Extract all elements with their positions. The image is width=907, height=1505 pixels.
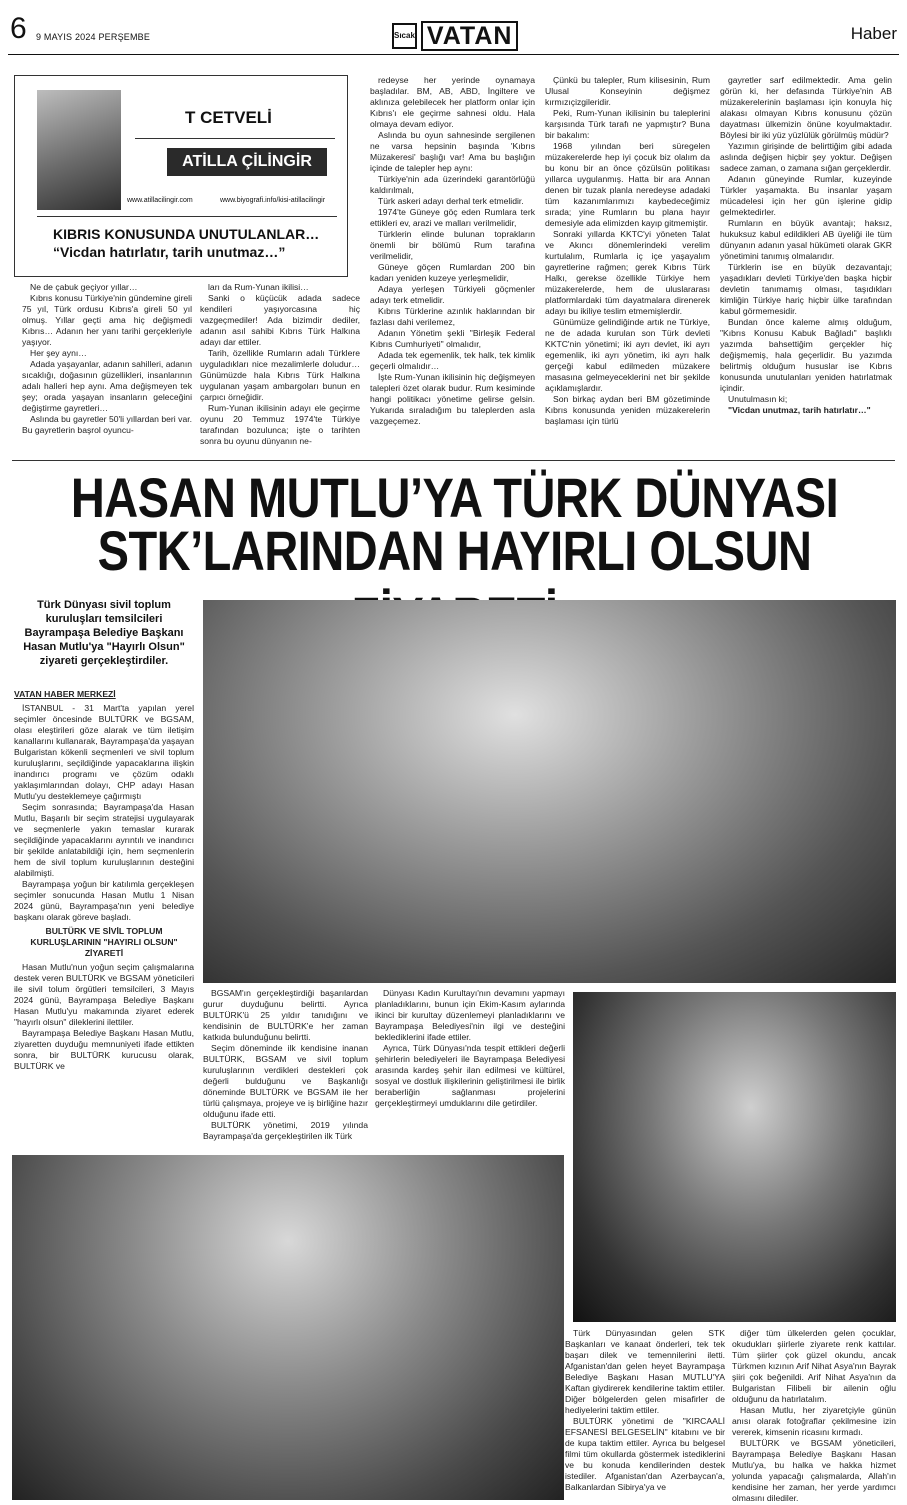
article-byline: VATAN HABER MERKEZİ (14, 689, 116, 699)
article-headline-line-1: HASAN MUTLU’YA TÜRK DÜNYASI (70, 466, 839, 529)
column-text-col-5: gayretler sarf edilmektedir. Ama gelin görün ki, her defasında Türkiye'nin AB müzakerelerinin başlaması için konuyla hiç alakası olmayan Kıbrıs konusunu çözün dayatması ülkemizin önüne koyulmaktadır. Böylesi bir iki yüz yüzlülük görülmüş müdür? Yazımın girişinde de belirttiğim gibi adada aslında değişen hiçbir şey yoktur. Değişen sadece zaman, o zamana sığan gerçeklerdir. Adanın güneyinde Rumlar, kuzeyinde Türkler yaşamakta. Bu insanlar yaşam mücadelesi için her gün işlerine gidip gelmektedirler. Rumların en büyük avantajı; haksız, hukuksuz kabul edildikleri AB üyeliği ile tüm dünyanın adanın yasal hükümeti olarak GKR yönetimini tanımış olmalarıdır. Türklerin ise en büyük dezavantajı; yaşadıkları devleti Türkiye'den başka hiçbir devletin tanımamış olması, taşıdıkları kimliğin Türkiye hariç hiçbir ülke tarafından kabul görmemesidir. Bundan önce kaleme almış olduğum, "Kıbrıs Konusu Kabuk Bağladı" başlıklı yazımda bahsettiğim gerçekler hiç değişmemiş, hala geçerlidir. Bu yazımda belirtmiş olduğum hususlar ise Kıbrıs konusunda unutulanları yeniden hatırlatmak içindir. Unutulmasın ki; "Vicdan unutmaz, tarih hatırlatır…" (720, 75, 892, 415)
article-lede: Türk Dünyası sivil toplum kuruluşları temsilcileri Bayrampaşa Belediye Başkanı Hasan Mutlu'ya "Hayırlı Olsun" ziyareti gerçekleştirdiler. (23, 599, 185, 667)
column-text-col-4: Çünkü bu talepler, Rum kilisesinin, Rum Ulusal Konseyinin değişmez kırmızıçizgileridir. Peki, Rum-Yunan ikilisinin bu taleplerini karşısında Türk tarafı ne yapmıştır? Buna bir bakalım: 1968 yılından beri süregelen müzakerelerde hep iyi çocuk biz olalım da bu konu bir an önce çözülsün politikası yıllarca uygulanmış. Hatta bir ara Annan denen bir tuzak planla neredeyse adadaki tüm kazanımlarımızı kaybedeceğimiz sırada; yine Rumların bu plana hayır demesiyle ada elimizden kayıp gitmemiştir. Sonraki yıllarda KKTC'yi yöneten Talat ve Akıncı dönemlerindeki verelim kurtulalım, Rumlarla iç içe yaşayalım gayretlerine rağmen; gerek Kıbrıs Türk Halkı, gerekse özellikle Türkiye hem müzakerelerde, hem de uluslararası platformlardaki tüm dayatmalara direnerek adayı bu ikiliye teslim etmemişlerdir. Günümüze gelindiğinde artık ne Türkiye, ne de adada kurulan son Türk devleti KKTC'nin yönetimi; iki ayrı devlet, iki ayrı egemenlik, iki ayrı yönetim, iki ayrı halk gerçeği kabul edilmeden müzakere masasına gelmeyeceklerini net bir şekilde açıklamışlardır. Son birkaç aydan beri BM gözetiminde Kıbrıs konusunda yeniden müzakerelerin başlaması için türlü (545, 75, 710, 426)
author-photo (37, 90, 121, 210)
article-left-column: VATAN HABER MERKEZİ İSTANBUL - 31 Mart'ta yapılan yerel seçimler öncesinde BULTÜRK ve BGSAM, olası eleştirileri göze alarak ve tüm iletişim kanallarını kullanarak, Bayrampaşa'da yaşayan Bulgaristan kökenli seçmenleri ve sivil toplum kuruluşlarını, seçildiğinde yapacaklarına ilişkin inandırıcı programı ve çözüm odaklı yaklaşımlarından dolayı, CHP adayı Hasan Mutlu'yu desteklemeye çağırmıştı Seçim sonrasında; Bayrampaşa'da Hasan Mutlu, Başarılı bir seçim stratejisi uygulayarak ve seçmenlerle yakın temaslar kurarak seçildiğinde yapacaklarını ayrıntılı ve inandırıcı bir şekilde anlatabildiği için, hem seçmenlerin hem de sivil toplum kuruluşlarının desteğini alabilmişti. Bayrampaşa yoğun bir katılımla gerçekleşen seçimler sonucunda Hasan Mutlu 1 Nisan 2024 günü, Bayrampaşa'nın yeni belediye başkanı olarak göreve başladı. BULTÜRK VE SİVİL TOPLUM KURLUŞLARININ "HAYIRLI OLSUN" ZİYARETİ Hasan Mutlu'nun yoğun seçim çalışmalarına destek veren BULTÜRK ve BGSAM yöneticileri ile sivil tolum örgütleri temsilcileri, 3 Mayıs 2024 günü, Bayrampaşa Belediye Başkanı Hasan Mutlu'yu makamında ziyaret ederek "hayırlı olsun" dileklerini ilettiler. Bayrampaşa Belediye Başkanı Hasan Mutlu, ziyaretten duyduğu memnuniyeti ifade ettikten sonra, bir BULTÜRK kurucusu olarak, BULTÜRK ve (14, 689, 194, 1071)
group-photo-children (12, 1155, 564, 1500)
author-website-1[interactable]: www.atillacilingir.com (127, 197, 193, 204)
page-number: 6 (10, 12, 27, 45)
article-middle-column: BGSAM'ın gerçekleştirdiği başarılardan gurur duyduğunu belirtti. Ayrıca BULTÜRK'ü 25 yıldır tanıdığını ve kendisinin de BULTÜRK'e her zaman katkıda bulunduğunu belirtti. Seçim döneminde ilk kendisine inanan BULTÜRK, BGSAM ve sivil toplum kuruluşlarının verdikleri destekleri çok değerli bulduğunu ve Başkanlığı döneminde BULTÜRK ve BGSAM ile her türlü çalışmaya, projeye ve iş birliğine hazır olduğunu ifade etti. BULTÜRK yönetimi, 2019 yılında Bayrampaşa'da gerçekleştirilen ilk Türk (203, 988, 368, 1141)
column-text-col-3: redeyse her yerinde oynamaya başladılar. BM, AB, ABD, İngiltere ve aklınıza gelebilecek her platform onlar için Kıbrıs'ı ele geçirme sahnesi oldu. Hala olmaya devam ediyor. Aslında bu oyun sahnesinde sergilenen ne varsa hepsinin başında 'Kıbrıs Müzakeresi' başlığı var! Ama bu başlığın içinde de talepler hep aynı: Türkiye'nin ada üzerindeki garantörlüğü kaldırılmalı, Türk askeri adayı derhal terk etmelidir. 1974'te Güneye göç eden Rumlara terk ettikleri ev, arazi ve malları verilmelidir, Türklerin elinde bulunan toprakların önemli bir bölümü Rum tarafına verilmelidir, Güneye göçen Rumlardan 200 bin kadarı yeniden kuzeye yerleşmelidir, Adaya yerleşen Türkiyeli göçmenler adayı terk etmelidir. Kıbrıs Türklerine azınlık haklarından bir fazlası dahi verilemez, Adanın Yönetim şekli "Birleşik Federal Kıbrıs Cumhuriyeti" olmalıdır, Adada tek egemenlik, tek halk, tek kimlik geçerli olmalıdır… İşte Rum-Yunan ikilisinin hiç değişmeyen talepleri özet olarak budur. Rum kesiminde hangi politikacı yönetime gelirse gelsin. Yukarıda sıraladığım bu taleplerden asla vazgeçemez. (370, 75, 535, 426)
newspaper-logo (392, 22, 517, 50)
column-text-col-2: ları da Rum-Yunan ikilisi… Sanki o küçücük adada sadece kendileri yaşıyorcasına hiç vazgeçmediler! Ada bizimdir dediler, adanın asıl sahibi Kıbrıs Türk Halkına adayı dar ettiler. Tarih, özellikle Rumların adalı Türklere uyguladıkları nice mezalimlerle doludur… Günümüzde hala Kıbrıs Türk Halkına uygulanan yaşam ambargoları bunun en çarpıcı örneğidir. Rum-Yunan ikilisinin adayı ele geçirme oyunu 20 Temmuz 1974'te Türkiye tarafından bozulunca; işte o tarihten sonra bu oyunu dünyanın ne- (200, 282, 360, 446)
column-author: ATİLLA ÇİLİNGİR (167, 148, 327, 176)
masthead-rule (8, 54, 899, 55)
column-title: KIBRIS KONUSUNDA UNUTULANLAR… (53, 226, 320, 242)
article-right-column: Dünyası Kadın Kurultayı'nın devamını yapmayı planladıklarını, bunun için Ekim-Kasım aylarında ikinci bir kurultay düzenlemeyi planladıklarını ve Bayrampaşa Belediyesi'nin ilgi ve desteğini beklediklerini ifade ettiler. Ayrıca, Türk Dünyası'nda tespit ettikleri değerli şehirlerin belediyeleri ile Bayrampaşa Belediyesi arasında kardeş şehir ilan edilmesi ve kültürel, sosyal ve dostluk ilişkilerinin geliştirilmesi ile birlik beraberliğin sağlanması projelerini gerçekleştirmeyi umduklarını dile getirdiler. (375, 988, 565, 1108)
logo-wordmark: VATAN (421, 21, 519, 51)
award-photo (573, 992, 896, 1322)
column-subtitle: “Vicdan hatırlatır, tarih unutmaz…” (53, 244, 286, 260)
section-label: Haber (850, 24, 897, 43)
article-subhead: BULTÜRK VE SİVİL TOPLUM KURLUŞLARININ "HAYIRLI OLSUN" ZİYARETİ (30, 926, 178, 958)
column-text-col-1: Ne de çabuk geçiyor yıllar… Kıbrıs konusu Türkiye'nin gündemine gireli 75 yıl, Türk ordusu Kıbrıs'a gireli 50 yıl olmuş. Yıllar geçti ama hiç değişmedi Kıbrıs… Adanın her yanı tarihi gerçekleriyle yaşıyor. Her şey aynı… Adada yaşayanlar, adanın sahilleri, adanın sıcaklığı, doğasının güzellikleri, insanlarının adalı halleri hep aynı. Ama değişmeyen tek şey; orada yaşayan insanların geleceğini değiştirme gayretleri… Aslında bu gayretler 50'li yıllardan beri var. Bu gayretlerin başrol oyuncu- (22, 282, 192, 435)
column-header-box (14, 75, 348, 277)
column-bottom-rule (12, 460, 895, 461)
author-website-2[interactable]: www.biyografi.info/kisi-atillacilingir (220, 197, 326, 204)
issue-date: 9 MAYIS 2024 PERŞEMBE (36, 32, 151, 42)
column-divider (37, 216, 337, 217)
article-bottom-column-2: diğer tüm ülkelerden gelen çocuklar, okudukları şiirlerle ziyarete renk kattılar. Tüm şiirler çok güzel okundu, ancak Türkmen kızının Arif Nihat Asya'nın Bayrak şiiri çok beğenildi. Arif Nihat Asya'nın da Bulgaristan Filibeli bir ailenin oğlu olduğunu da hatırlatalım. Hasan Mutlu, her ziyaretçiyle günün anısı olarak fotoğraflar çekilmesine izin vererek, kimsenin ricasını kırmadı. BULTÜRK ve BGSAM yöneticileri, Bayrampaşa Belediye Başkanı Hasan Mutlu'ya, bu halka ve hakka hizmet yolunda yapacağı çalışmalarda, Allah'ın kendisine her zaman, her yerde yardımcı olmasını dilediler. (732, 1328, 896, 1503)
column-name-rule (135, 138, 335, 139)
article-bottom-column-1: Türk Dünyasından gelen STK Başkanları ve kanaat önderleri, tek tek başarı dilek ve temennilerini iletti. Afganistan'dan gelen heyet Bayrampaşa Belediye Başkanı Hasan MUTLU'YA Kaftan giydirerek kendilerine taktim ettiler. Diğer bölgelerden gelen misafirler de hediyelerini taktim ettiler. BULTÜRK yönetimi de "KIRCAALİ EFSANESİ BELGESELİN" kitabını ve bir de kupa taktim ettiler. Ayrıca bu belgesel filmi tüm okullarda göstermek istediklerini ve bu konuda kendilerinden destek istediler. Afganistan'dan Azerbaycan'a, Balkanlardan Sibirya'ya ve (565, 1328, 725, 1492)
logo-mark-icon: Sıcak (392, 23, 417, 49)
column-name: T CETVELİ (185, 108, 272, 127)
meeting-photo (203, 600, 896, 983)
article-headline-line-2: STK’LARINDAN HAYIRLI OLSUN (97, 519, 812, 582)
